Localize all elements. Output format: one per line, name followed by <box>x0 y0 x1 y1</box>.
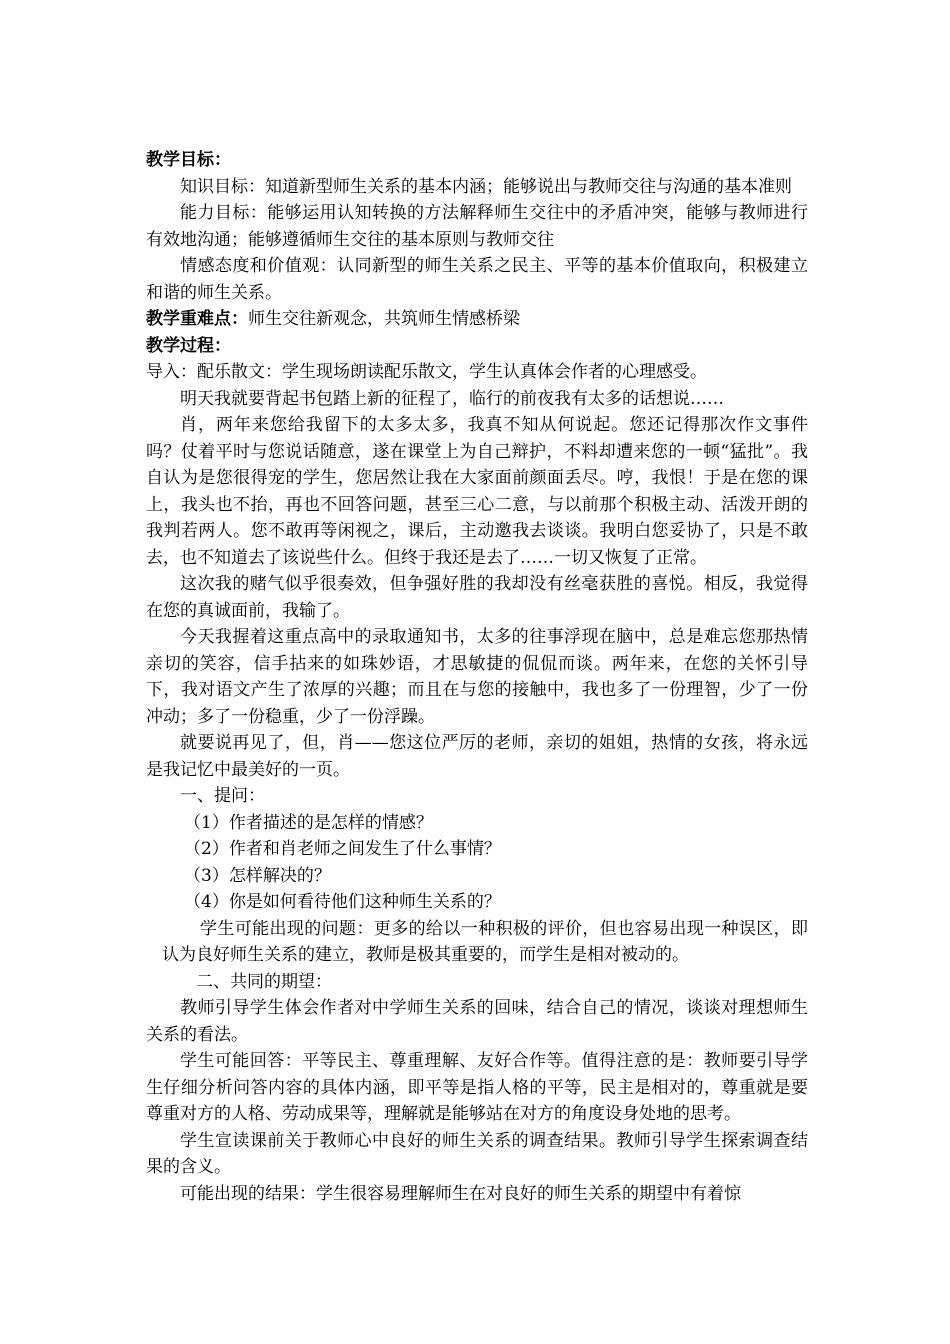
question-item: （2）作者和肖老师之间发生了什么事情？ <box>184 839 501 859</box>
essay-paragraph: 就要说再见了，但，肖——您这位严厉的老师，亲切的姐姐，热情的女孩，将永远是我记忆中最美好的一页。 <box>146 733 808 780</box>
process-heading: 教学过程： <box>146 335 231 356</box>
emotion-objective: 情感态度和价值观：认同新型的师生关系之民主、平等的基本价值取向，积极建立和谐的师生关系。 <box>146 256 808 303</box>
knowledge-objective: 知识目标：知道新型师生关系的基本内涵；能够说出与教师交往与沟通的基本准则 <box>180 176 792 197</box>
key-points-text: 师生交往新观念，共筑师生情感桥梁 <box>248 309 520 329</box>
ability-objective: 能力目标：能够运用认知转换的方法解释师生交往中的矛盾冲突，能够与教师进行有效地沟通；能够遵循师生交往的基本原则与教师交往 <box>146 203 808 250</box>
question-item: （3）怎样解决的？ <box>184 865 331 886</box>
document-body <box>146 147 808 1207</box>
essay-paragraph: 这次我的赌气似乎很奏效，但争强好胜的我却没有丝毫获胜的喜悦。相反，我觉得在您的真诚面前，我输了。 <box>146 574 808 621</box>
section-2-paragraph: 可能出现的结果：学生很容易理解师生在对良好的师生关系的期望中有着惊 <box>180 1183 741 1204</box>
section-2-paragraph: 学生可能回答：平等民主、尊重理解、友好合作等。值得注意的是：教师要引导学生仔细分析问答内容的具体内涵，即平等是指人格的平等，民主是相对的，尊重就是要尊重对方的人格、劳动成果等，理解就是能够站在对方的角度设身处地的思考。 <box>146 1051 808 1124</box>
essay-paragraph: 肖，两年来您给我留下的太多太多，我真不知从何说起。您还记得那次作文事件吗？仗着平时与您说话随意，遂在课堂上为自己辩护，不料却遭来您的一顿“猛批”。我自认为是您很得宠的学生，您居然让我在大家面前颜面丢尽。哼，我恨！于是在您的课上，我头也不抬，再也不回答问题，甚至三心二意，与以前那个积极主动、活泼开朗的我判若两人。您不敢再等闲视之，课后，主动邀我去谈谈。我明白您妥协了，只是不敢去，也不知道去了该说些什么。但终于我还是去了……一切又恢复了正常。 <box>146 415 808 568</box>
section-2-title: 二、共同的期望： <box>196 971 332 992</box>
key-points-label: 教学重难点： <box>146 309 248 329</box>
section-1-note: 学生可能出现的问题：更多的给以一种积极的评价，但也容易出现一种误区，即认为良好师生关系的建立，教师是极其重要的，而学生是相对被动的。 <box>162 918 808 965</box>
intro-paragraph: 导入：配乐散文：学生现场朗读配乐散文，学生认真体会作者的心理感受。 <box>146 362 707 382</box>
key-points-line <box>146 306 808 333</box>
essay-paragraph: 今天我握着这重点高中的录取通知书，太多的往事浮现在脑中，总是难忘您那热情亲切的笑容，信手拈来的如珠妙语，才思敏捷的侃侃而谈。两年来，在您的关怀引导下，我对语文产生了浓厚的兴趣；而且在与您的接触中，我也多了一份理智，少了一份冲动；多了一份稳重，少了一份浮躁。 <box>146 627 808 727</box>
section-2-paragraph: 教师引导学生体会作者对中学师生关系的回味，结合自己的情况，谈谈对理想师生关系的看法。 <box>146 998 808 1045</box>
essay-paragraph: 明天我就要背起书包踏上新的征程了，临行的前夜我有太多的话想说…… <box>180 388 724 409</box>
question-item: （4）你是如何看待他们这种师生关系的？ <box>184 892 501 912</box>
question-item: （1）作者描述的是怎样的情感？ <box>184 812 433 833</box>
objectives-heading: 教学目标： <box>146 150 231 170</box>
section-2-paragraph: 学生宣读课前关于教师心中良好的师生关系的调查结果。教师引导学生探索调查结果的含义。 <box>146 1130 808 1177</box>
section-1-title: 一、提问： <box>180 786 265 806</box>
